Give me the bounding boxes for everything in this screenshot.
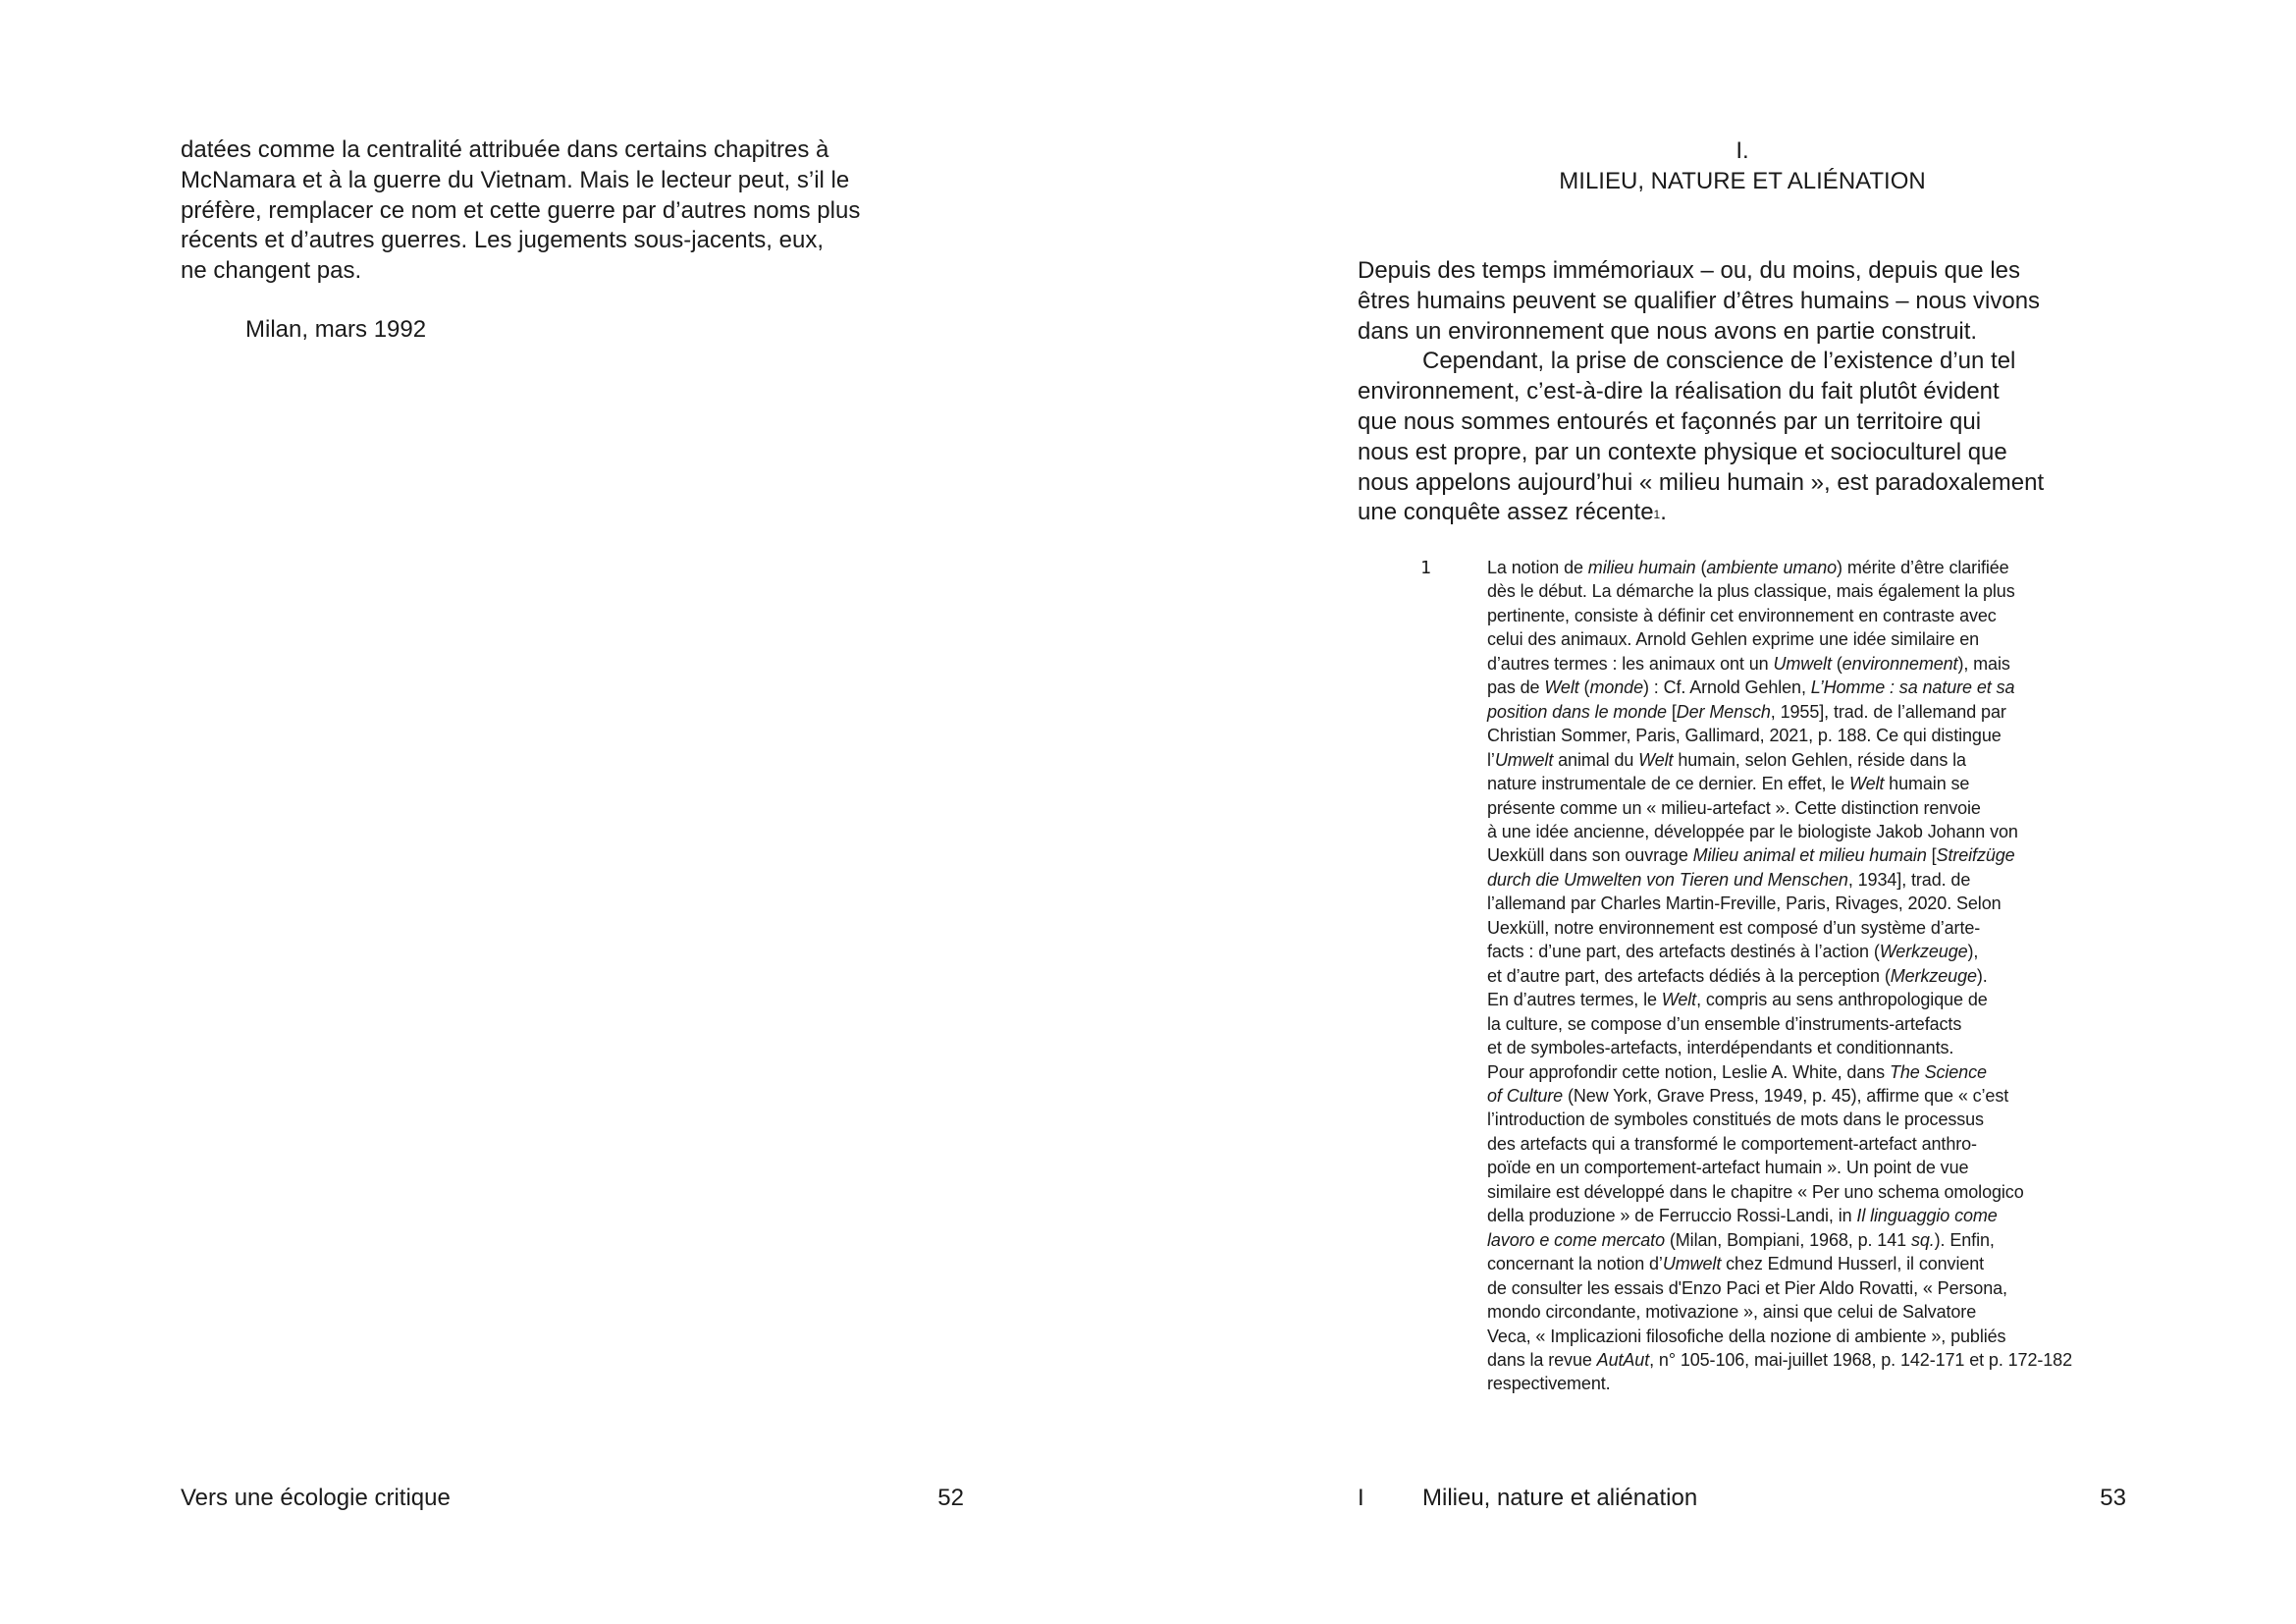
footnote-line: della produzione » de Ferruccio Rossi-Landi, in Il linguaggio come [1487, 1206, 1998, 1226]
line-text: êtres humains peuvent se qualifier d’êtres humains – nous vivons [1358, 287, 2041, 314]
line-text: datées comme la centralité attribuée dans certains chapitres à [181, 136, 829, 163]
footnote-line: et de symboles-artefacts, interdépendants et conditionnants. [1487, 1038, 1954, 1058]
text-line [1358, 347, 2044, 377]
footnote-line: nature instrumentale de ce dernier. En effet, le Welt humain se [1487, 774, 1970, 794]
footnote-line: poïde en un comportement-artefact humain ». Un point de vue [1487, 1158, 1969, 1178]
footnote-line: pas de Welt (monde) : Cf. Arnold Gehlen, L’Homme : sa nature et sa [1487, 677, 2015, 698]
line-text: ne changent pas. [181, 257, 362, 285]
line-text: une conquête assez récente [1358, 499, 1654, 526]
line-text: récents et d’autres guerres. Les jugements sous-jacents, eux, [181, 227, 825, 254]
chapter-body [1358, 256, 2044, 528]
line-text: nous appelons aujourd’hui « milieu humain », est paradoxalement [1358, 468, 2045, 496]
text-line [1358, 438, 2044, 468]
text-line [1358, 287, 2044, 317]
footnote-line: l’allemand par Charles Martin-Freville, Paris, Rivages, 2020. Selon [1487, 893, 2002, 914]
text-line [1358, 317, 2044, 348]
footnote-line: Veca, « Implicazioni filosofiche della nozione di ambiente », publiés [1487, 1326, 2006, 1346]
footnote-line: présente comme un « milieu-artefact ». Cette distinction renvoie [1487, 797, 1981, 818]
line-text: nous est propre, par un contexte physique et socioculturel que [1358, 438, 2007, 465]
footnote-line: lavoro e come mercato (Milan, Bompiani, 1968, p. 141 sq.). Enfin, [1487, 1229, 1995, 1250]
page-number: 52 [937, 1485, 964, 1511]
footnote-line: celui des animaux. Arnold Gehlen exprime une idée similaire en [1487, 629, 1980, 650]
footnote-line: similaire est développé dans le chapitre « Per uno schema omologico [1487, 1181, 2024, 1202]
text-line [1358, 407, 2044, 438]
footnote-line: à une idée ancienne, développée par le biologiste Jakob Johann von [1487, 821, 2018, 841]
preface-closing-paragraph [181, 135, 860, 287]
text-line: une conquête assez récente$^1$. [1358, 499, 1667, 526]
chapter-number: I. [1735, 137, 1749, 164]
footnote-reference[interactable]: 1 [1653, 508, 1661, 522]
footnote-line: des artefacts qui a transformé le comportement-artefact anthro- [1487, 1133, 1977, 1154]
footnote-line: dans la revue AutAut, n° 105-106, mai-juillet 1968, p. 142-171 et p. 172-182 [1487, 1349, 2073, 1370]
chapter-title: MILIEU, NATURE ET ALIÉNATION [1559, 168, 1926, 194]
footnote-line: Uexküll dans son ouvrage Milieu animal et milieu humain [Streifzüge [1487, 845, 2015, 866]
footnote-line: durch die Umwelten von Tieren und Menschen, 1934], trad. de [1487, 869, 1971, 890]
footnote-line: concernant la notion d’Umwelt chez Edmund Husserl, il convient [1487, 1254, 1985, 1274]
line-text: McNamara et à la guerre du Vietnam. Mais le lecteur peut, s’il le [181, 166, 850, 193]
text-line [1358, 377, 2044, 407]
running-footer-chapter-number: I [1358, 1485, 1364, 1511]
footnote-line: respectivement. [1487, 1374, 1611, 1394]
footnote-line: et d’autre part, des artefacts dédiés à la perception (Merkzeuge). [1487, 965, 1988, 986]
footnote-number: 1 [1420, 558, 1431, 578]
running-footer-title: Milieu, nature et aliénation [1422, 1485, 1698, 1511]
footnote-line: la culture, se compose d’un ensemble d’instruments-artefacts [1487, 1013, 1962, 1034]
preface-signature: Milan, mars 1992 [245, 316, 427, 343]
footnote-line: of Culture (New York, Grave Press, 1949, p. 45), affirme que « c’est [1487, 1085, 2009, 1106]
footnote-line: mondo circondante, motivazione », ainsi que celui de Salvatore [1487, 1302, 1977, 1323]
footnote-line: de consulter les essais d'Enzo Paci et Pier Aldo Rovatti, « Persona, [1487, 1277, 2007, 1298]
line-text: environnement, c’est-à-dire la réalisation du fait plutôt évident [1358, 378, 2000, 406]
footnote-line: position dans le monde [Der Mensch, 1955], trad. de l’allemand par [1487, 701, 2006, 722]
page-number: 53 [2100, 1485, 2126, 1511]
footnote-line: Uexküll, notre environnement est composé d’un système d’arte- [1487, 917, 1981, 938]
footnote-line: pertinente, consiste à définir cet environnement en contraste avec [1487, 605, 1997, 625]
line-text: préfère, remplacer ce nom et cette guerre par d’autres noms plus [181, 196, 861, 224]
text-line [1358, 256, 2044, 287]
footnote-line: En d’autres termes, le Welt, compris au sens anthropologique de [1487, 990, 1988, 1010]
footnote-line: dès le début. La démarche la plus classique, mais également la plus [1487, 581, 2015, 602]
line-text: Cependant, la prise de conscience de l’existence d’un tel [1422, 348, 2016, 375]
text-line [181, 256, 860, 287]
line-text: dans un environnement que nous avons en partie construit. [1358, 317, 1978, 345]
text-line [181, 196, 860, 227]
footnote-line: facts : d’une part, des artefacts destinés à l’action (Werkzeuge), [1487, 942, 1979, 962]
footnote-line: l’introduction de symboles constitués de mots dans le processus [1487, 1110, 1984, 1130]
text-line [181, 135, 860, 166]
footnote-line: d’autres termes : les animaux ont un Umwelt (environnement), mais [1487, 653, 2010, 674]
footnote-line: l’Umwelt animal du Welt humain, selon Gehlen, réside dans la [1487, 749, 1966, 770]
footnote [1487, 556, 2072, 1396]
running-footer-title: Vers une écologie critique [181, 1485, 451, 1511]
footnote-line: La notion de milieu humain (ambiente umano) mérite d’être clarifiée [1487, 558, 2009, 577]
text-line [1358, 468, 2044, 499]
footnote-line: Pour approfondir cette notion, Leslie A. White, dans The Science [1487, 1061, 1987, 1082]
text-line [181, 166, 860, 196]
line-text: que nous sommes entourés et façonnés par un territoire qui [1358, 407, 1982, 435]
footnote-line: Christian Sommer, Paris, Gallimard, 2021, p. 188. Ce qui distingue [1487, 726, 2002, 746]
text-line [181, 226, 860, 256]
line-text: Depuis des temps immémoriaux – ou, du moins, depuis que les [1358, 257, 2020, 284]
chapter-heading [1358, 135, 2127, 196]
